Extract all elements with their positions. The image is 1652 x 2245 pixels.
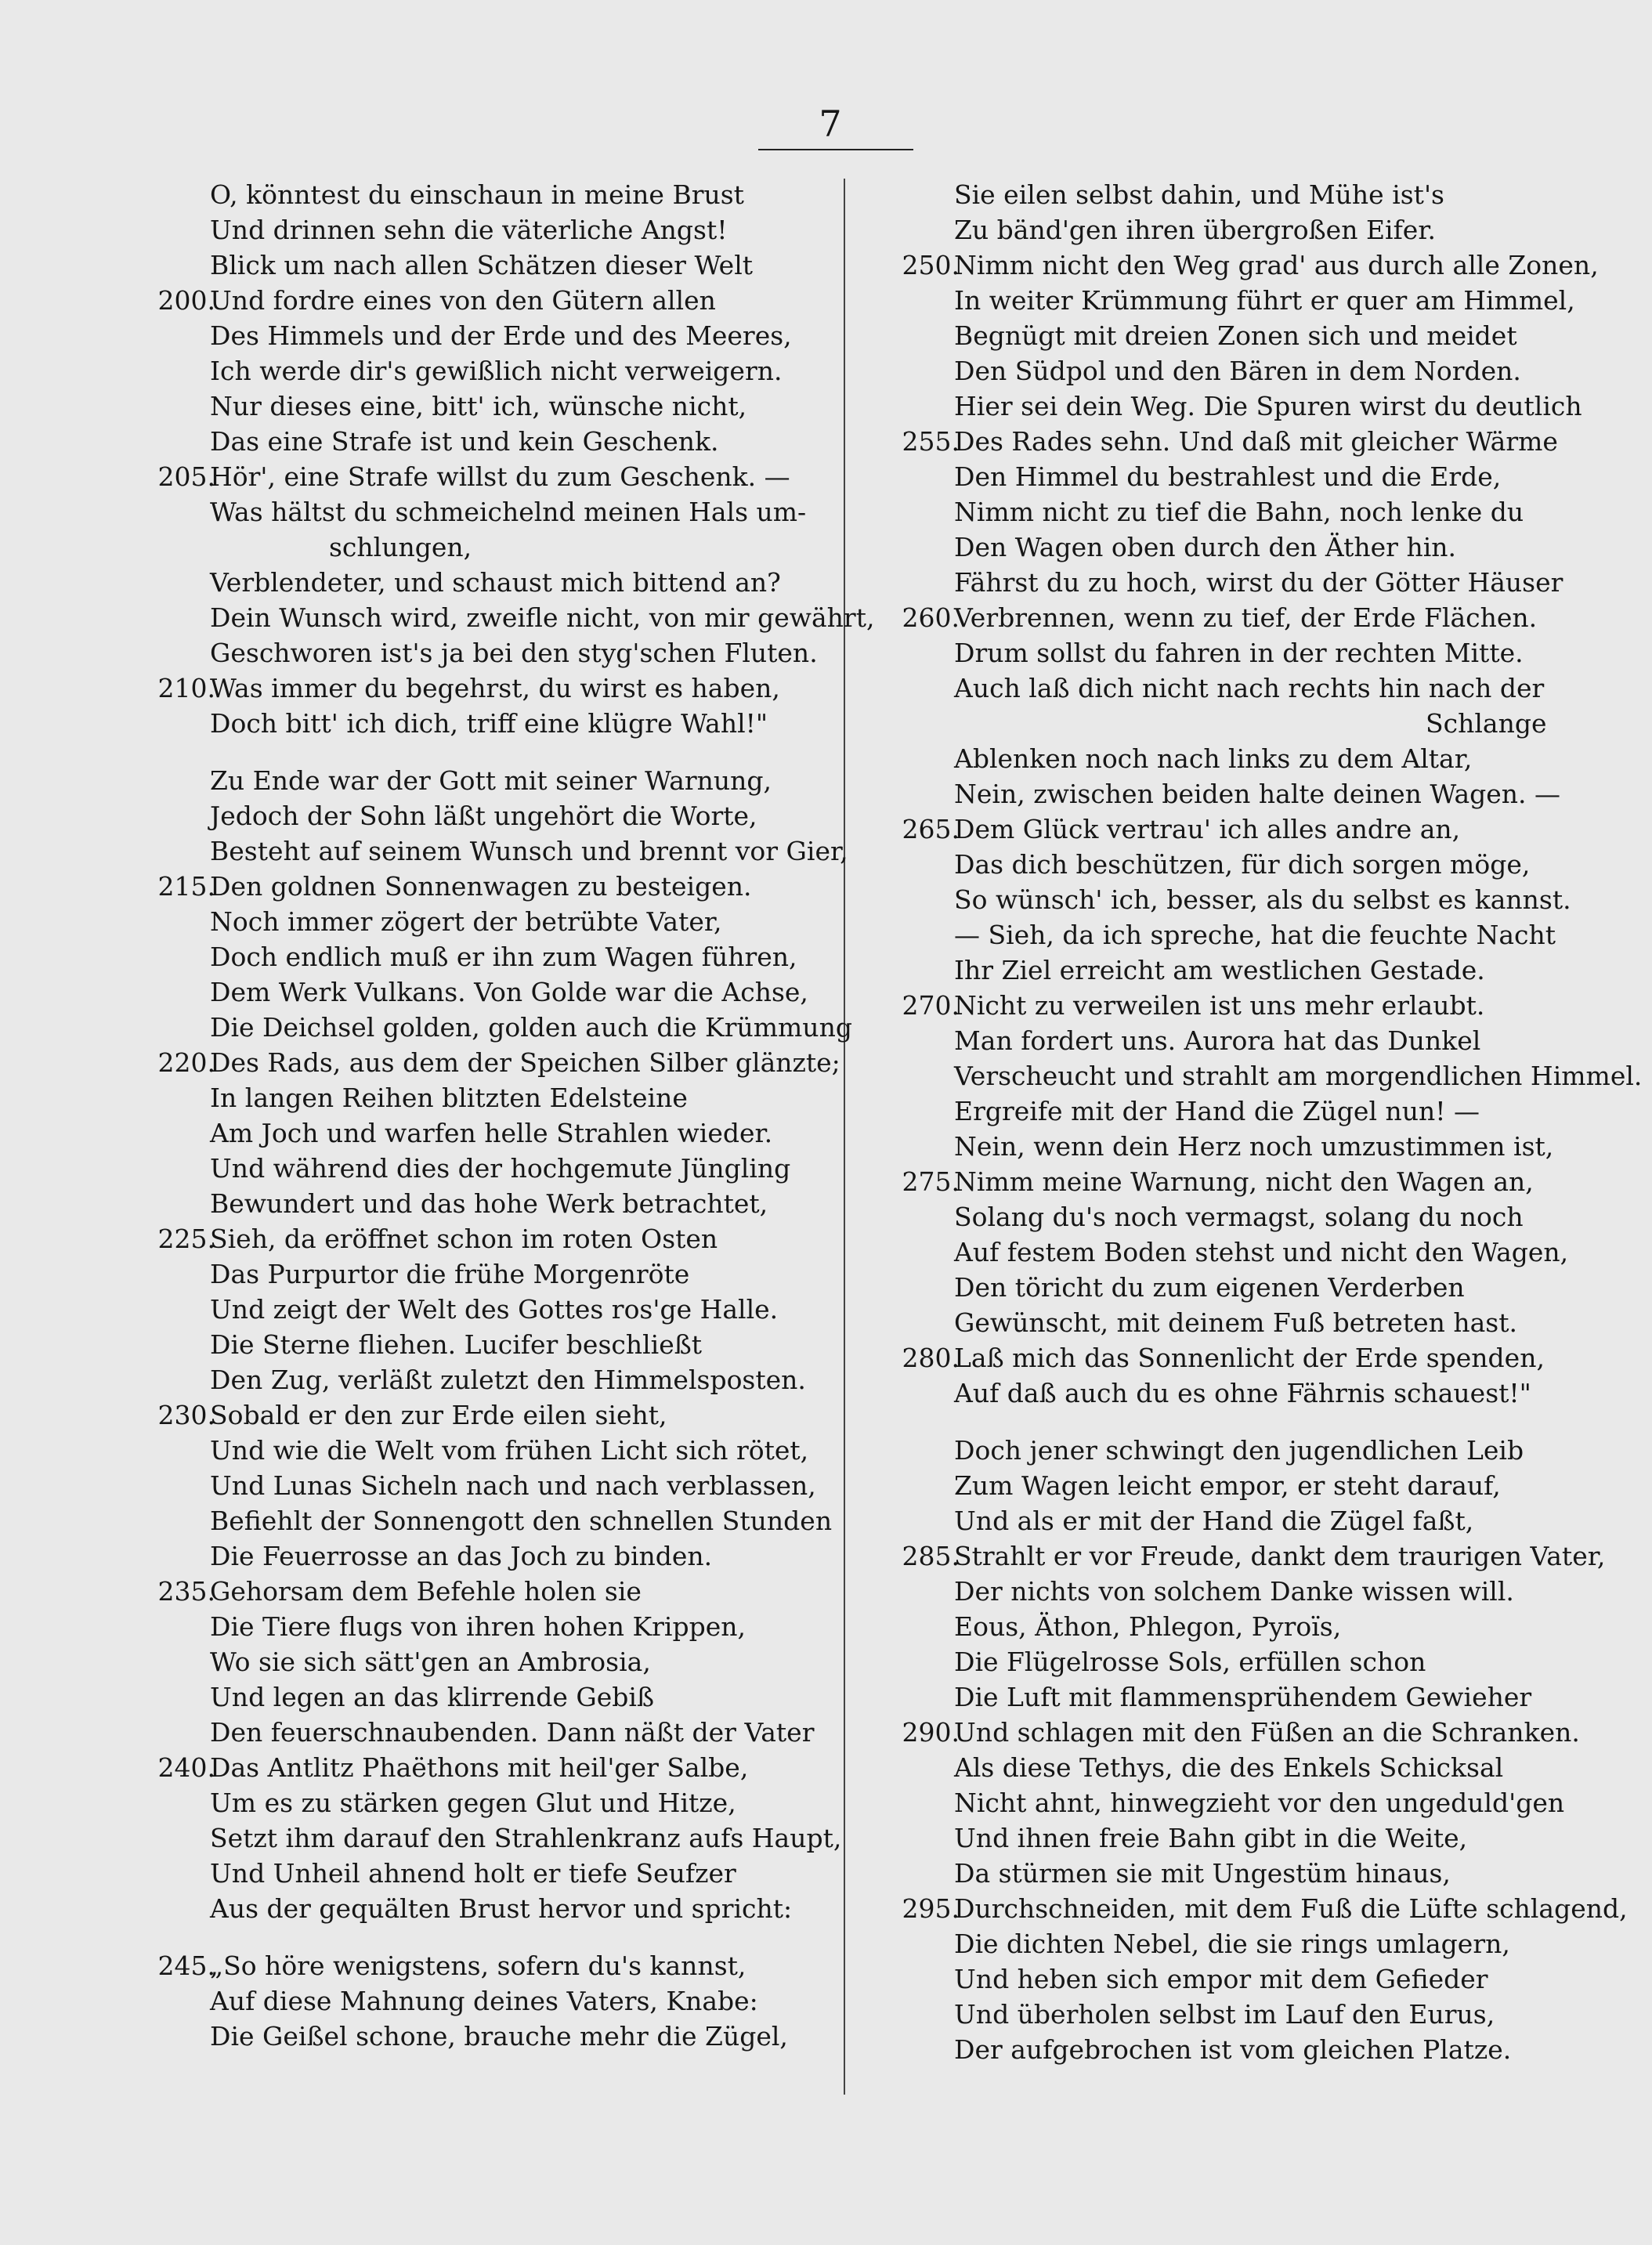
verse-line bbox=[862, 1750, 1551, 1785]
verse-text: Ihr Ziel erreicht am westlichen Gestade. bbox=[954, 955, 1485, 985]
verse-text: Noch immer zögert der betrübte Vater, bbox=[210, 906, 722, 937]
verse-number: 225. bbox=[157, 1224, 215, 1254]
verse-line bbox=[117, 318, 830, 353]
left-column bbox=[117, 177, 875, 2054]
verse-text: Die Geißel schone, brauche mehr die Zügel, bbox=[210, 2021, 788, 2052]
verse-text: Geschworen ist's ja bei den styg'schen Fluten. bbox=[210, 638, 818, 668]
verse-line bbox=[117, 1820, 842, 1856]
verse-text: Den Südpol und den Bären in dem Norden. bbox=[954, 356, 1521, 386]
verse-text: Sie eilen selbst dahin, und Mühe ist's bbox=[954, 179, 1444, 210]
verse-text: Zum Wagen leicht empor, er steht darauf, bbox=[954, 1470, 1501, 1501]
verse-line bbox=[862, 1270, 1551, 1305]
verse-line bbox=[117, 1186, 830, 1221]
verse-line bbox=[117, 494, 830, 530]
verse-line bbox=[117, 1080, 830, 1115]
stanza-gap bbox=[862, 1411, 1551, 1433]
verse-line bbox=[862, 212, 1551, 248]
verse-line bbox=[862, 1199, 1551, 1235]
verse-text: Und während dies der hochgemute Jüngling bbox=[210, 1153, 791, 1184]
verse-text: Nicht ahnt, hinwegzieht vor den ungeduld'gen bbox=[954, 1788, 1565, 1818]
verse-text: Jedoch der Sohn läßt ungehört die Worte, bbox=[210, 801, 757, 831]
verse-line bbox=[117, 565, 830, 600]
verse-line bbox=[862, 1468, 1551, 1503]
verse-text: Bewundert und das hohe Werk betrachtet, bbox=[210, 1188, 768, 1219]
verse-line bbox=[117, 1785, 830, 1820]
verse-text: Die Deichsel golden, golden auch die Krümmung bbox=[210, 1012, 852, 1043]
verse-number: 285. bbox=[902, 1541, 960, 1571]
verse-line bbox=[117, 1256, 830, 1292]
verse-line bbox=[862, 1997, 1551, 2032]
verse-line bbox=[117, 1856, 830, 1891]
verse-line bbox=[862, 1058, 1643, 1094]
verse-text: Das Antlitz Phaëthons mit heil'ger Salbe, bbox=[210, 1752, 749, 1783]
right-column bbox=[862, 177, 1643, 2067]
verse-line bbox=[862, 1644, 1551, 1679]
verse-text: Hör', eine Strafe willst du zum Geschenk. — bbox=[210, 461, 790, 492]
verse-line bbox=[862, 1891, 1628, 1926]
verse-line bbox=[117, 1221, 830, 1256]
verse-text: Auf diese Mahnung deines Vaters, Knabe: bbox=[210, 1986, 758, 2016]
verse-line bbox=[117, 1983, 830, 2019]
verse-text: Verscheucht und strahlt am morgendlichen Himmel. bbox=[954, 1061, 1643, 1091]
verse-text: Ablenken noch nach links zu dem Altar, bbox=[954, 743, 1473, 774]
verse-text: Dem Werk Vulkans. Von Golde war die Achse, bbox=[210, 977, 808, 1007]
verse-text: Und wie die Welt vom frühen Licht sich rötet, bbox=[210, 1435, 809, 1466]
verse-number: 220. bbox=[157, 1047, 215, 1078]
verse-text: Um es zu stärken gegen Glut und Hitze, bbox=[210, 1788, 736, 1818]
verse-line bbox=[117, 1679, 830, 1715]
verse-text: Die dichten Nebel, die sie rings umlagern, bbox=[954, 1929, 1510, 1959]
verse-text: Drum sollst du fahren in der rechten Mitte. bbox=[954, 638, 1524, 668]
header-rule bbox=[758, 149, 913, 150]
verse-text: Ich werde dir's gewißlich nicht verweigern. bbox=[210, 356, 783, 386]
verse-line bbox=[862, 1961, 1551, 1997]
verse-text: Als diese Tethys, die des Enkels Schicksal bbox=[954, 1752, 1504, 1783]
verse-number: 295. bbox=[902, 1893, 960, 1924]
verse-line bbox=[117, 1010, 852, 1045]
verse-text: Man fordert uns. Aurora hat das Dunkel bbox=[954, 1025, 1481, 1056]
verse-text: Und schlagen mit den Füßen an die Schranken. bbox=[954, 1717, 1580, 1748]
verse-number: 290. bbox=[902, 1717, 960, 1748]
verse-number: 275. bbox=[902, 1166, 960, 1197]
verse-text: Die Flügelrosse Sols, erfüllen schon bbox=[954, 1647, 1426, 1677]
verse-line bbox=[862, 565, 1563, 600]
verse-line bbox=[117, 798, 830, 833]
verse-text: Das eine Strafe ist und kein Geschenk. bbox=[210, 426, 719, 457]
verse-line bbox=[117, 1891, 830, 1926]
verse-text: So wünsch' ich, besser, als du selbst es kannst. bbox=[954, 884, 1571, 915]
verse-line bbox=[117, 1503, 833, 1538]
verse-line bbox=[117, 1045, 840, 1080]
verse-text: Doch bitt' ich dich, triff eine klügre Wahl!" bbox=[210, 708, 768, 739]
verse-text: Nimm nicht den Weg grad' aus durch alle Zonen, bbox=[954, 250, 1599, 280]
verse-number: 240. bbox=[157, 1752, 215, 1783]
verse-line bbox=[862, 1538, 1606, 1574]
verse-text: Da stürmen sie mit Ungestüm hinaus, bbox=[954, 1858, 1451, 1889]
stanza-gap bbox=[117, 741, 830, 763]
verse-line bbox=[117, 600, 875, 635]
verse-line bbox=[862, 1574, 1551, 1609]
verse-number: 235. bbox=[157, 1576, 215, 1607]
verse-text: Des Rads, aus dem der Speichen Silber glänzte; bbox=[210, 1047, 840, 1078]
verse-line bbox=[117, 1327, 830, 1362]
verse-text: Nein, zwischen beiden halte deinen Wagen. — bbox=[954, 779, 1561, 809]
verse-line bbox=[117, 974, 830, 1010]
column-divider bbox=[844, 179, 845, 2095]
verse-text: Strahlt er vor Freude, dankt dem traurigen Vater, bbox=[954, 1541, 1606, 1571]
verse-line bbox=[862, 741, 1551, 776]
verse-text: Sieh, da eröffnet schon im roten Osten bbox=[210, 1224, 718, 1254]
verse-text: Schlange bbox=[1426, 708, 1547, 739]
verse-line bbox=[117, 1292, 830, 1327]
verse-line bbox=[862, 1340, 1551, 1376]
verse-line bbox=[862, 1094, 1551, 1129]
verse-number: 280. bbox=[902, 1343, 960, 1373]
verse-text: Auf daß auch du es ohne Fährnis schauest!" bbox=[954, 1378, 1531, 1408]
verse-text: O, könntest du einschaun in meine Brust bbox=[210, 179, 744, 210]
verse-line bbox=[117, 1574, 830, 1609]
verse-text: Begnügt mit dreien Zonen sich und meidet bbox=[954, 320, 1517, 351]
verse-line bbox=[117, 1433, 830, 1468]
verse-line bbox=[862, 1164, 1551, 1199]
verse-text: Verblendeter, und schaust mich bittend an? bbox=[210, 567, 781, 598]
verse-text: Des Himmels und der Erde und des Meeres, bbox=[210, 320, 792, 351]
verse-line bbox=[862, 706, 1551, 741]
verse-text: Den Himmel du bestrahlest und die Erde, bbox=[954, 461, 1502, 492]
verse-text: Und ihnen freie Bahn gibt in die Weite, bbox=[954, 1823, 1468, 1853]
verse-text: Des Rades sehn. Und daß mit gleicher Wärme bbox=[954, 426, 1558, 457]
verse-line bbox=[862, 248, 1599, 283]
verse-text: Und fordre eines von den Gütern allen bbox=[210, 285, 716, 316]
verse-text: Doch endlich muß er ihn zum Wagen führen, bbox=[210, 942, 797, 972]
verse-line bbox=[862, 1926, 1551, 1961]
verse-number: 205. bbox=[157, 461, 215, 492]
verse-line bbox=[862, 459, 1551, 494]
verse-line bbox=[862, 776, 1561, 812]
verse-line bbox=[862, 1503, 1551, 1538]
verse-text: Nimm nicht zu tief die Bahn, noch lenke du bbox=[954, 497, 1524, 527]
verse-line bbox=[862, 353, 1551, 389]
verse-text: Zu bänd'gen ihren übergroßen Eifer. bbox=[954, 215, 1436, 245]
verse-text: Nur dieses eine, bitt' ich, wünsche nicht, bbox=[210, 391, 747, 421]
verse-line bbox=[117, 1644, 830, 1679]
verse-text: Den töricht du zum eigenen Verderben bbox=[954, 1272, 1465, 1303]
verse-line bbox=[862, 812, 1551, 847]
verse-text: Hier sei dein Weg. Die Spuren wirst du deutlich bbox=[954, 391, 1582, 421]
verse-text: Und legen an das klirrende Gebiß bbox=[210, 1682, 654, 1712]
verse-line bbox=[862, 988, 1551, 1023]
verse-text: Gewünscht, mit deinem Fuß betreten hast. bbox=[954, 1307, 1517, 1338]
verse-line bbox=[862, 917, 1556, 953]
verse-text: Wo sie sich sätt'gen an Ambrosia, bbox=[210, 1647, 651, 1677]
verse-text: Und als er mit der Hand die Zügel faßt, bbox=[954, 1506, 1474, 1536]
verse-text: Auch laß dich nicht nach rechts hin nach der bbox=[954, 673, 1545, 703]
verse-line bbox=[862, 1235, 1569, 1270]
verse-line bbox=[862, 600, 1551, 635]
verse-line bbox=[117, 1538, 830, 1574]
verse-line bbox=[862, 318, 1551, 353]
verse-text: Die Feuerrosse an das Joch zu binden. bbox=[210, 1541, 713, 1571]
verse-line bbox=[117, 212, 830, 248]
verse-line bbox=[862, 1305, 1551, 1340]
verse-text: Fährst du zu hoch, wirst du der Götter Häuser bbox=[954, 567, 1563, 598]
verse-text: Den goldnen Sonnenwagen zu besteigen. bbox=[210, 871, 752, 902]
verse-text: Und Lunas Sicheln nach und nach verblassen, bbox=[210, 1470, 816, 1501]
verse-line bbox=[117, 1397, 830, 1433]
verse-text: Und drinnen sehn die väterliche Angst! bbox=[210, 215, 728, 245]
verse-line bbox=[117, 635, 830, 671]
verse-line bbox=[117, 177, 830, 212]
verse-number: 250. bbox=[902, 250, 960, 280]
verse-line bbox=[117, 389, 830, 424]
verse-number: 210. bbox=[157, 673, 215, 703]
verse-line bbox=[862, 882, 1571, 917]
verse-text: Die Luft mit flammensprühendem Gewieher bbox=[954, 1682, 1532, 1712]
verse-line bbox=[862, 389, 1582, 424]
verse-number: 270. bbox=[902, 990, 960, 1021]
verse-line bbox=[862, 953, 1551, 988]
verse-number: 230. bbox=[157, 1400, 215, 1430]
verse-text: Befiehlt der Sonnengott den schnellen Stunden bbox=[210, 1506, 833, 1536]
verse-text: Und heben sich empor mit dem Gefieder bbox=[954, 1964, 1488, 1994]
verse-text: Das dich beschützen, für dich sorgen möge, bbox=[954, 849, 1531, 880]
verse-number: 200. bbox=[157, 285, 215, 316]
verse-line bbox=[862, 1785, 1565, 1820]
verse-line bbox=[117, 248, 830, 283]
verse-line bbox=[862, 283, 1575, 318]
verse-line bbox=[117, 353, 830, 389]
stanza-gap bbox=[117, 1926, 830, 1948]
verse-text: Den feuerschnaubenden. Dann näßt der Vater bbox=[210, 1717, 815, 1748]
verse-text: Ergreife mit der Hand die Zügel nun! — bbox=[954, 1096, 1480, 1126]
verse-text: Dem Glück vertrau' ich alles andre an, bbox=[954, 814, 1461, 844]
verse-line bbox=[862, 2032, 1551, 2067]
verse-text: Nimm meine Warnung, nicht den Wagen an, bbox=[954, 1166, 1534, 1197]
verse-text: Was immer du begehrst, du wirst es haben, bbox=[210, 673, 780, 703]
verse-number: 245. bbox=[157, 1950, 215, 1981]
verse-line bbox=[117, 869, 830, 904]
verse-line bbox=[862, 1856, 1551, 1891]
verse-line bbox=[117, 1362, 830, 1397]
verse-text: In weiter Krümmung führt er quer am Himmel, bbox=[954, 285, 1575, 316]
verse-text: Und zeigt der Welt des Gottes ros'ge Halle. bbox=[210, 1294, 779, 1325]
verse-line bbox=[862, 1820, 1551, 1856]
verse-text: Verbrennen, wenn zu tief, der Erde Flächen. bbox=[954, 602, 1538, 633]
verse-text: Auf festem Boden stehst und nicht den Wagen, bbox=[954, 1237, 1569, 1267]
verse-line bbox=[117, 1715, 830, 1750]
verse-text: Laß mich das Sonnenlicht der Erde spenden, bbox=[954, 1343, 1545, 1373]
verse-line bbox=[862, 494, 1551, 530]
verse-line bbox=[117, 530, 830, 565]
verse-number: 260. bbox=[902, 602, 960, 633]
verse-line bbox=[862, 424, 1558, 459]
verse-text: Solang du's noch vermagst, solang du noch bbox=[954, 1202, 1524, 1232]
verse-text: Besteht auf seinem Wunsch und brennt vor Gier, bbox=[210, 836, 848, 866]
verse-line bbox=[117, 1468, 830, 1503]
verse-line bbox=[862, 177, 1551, 212]
verse-number: 255. bbox=[902, 426, 960, 457]
verse-line bbox=[117, 283, 830, 318]
verse-line bbox=[862, 1376, 1551, 1411]
verse-text: Und überholen selbst im Lauf den Eurus, bbox=[954, 1999, 1495, 2030]
verse-text: Sobald er den zur Erde eilen sieht, bbox=[210, 1400, 667, 1430]
verse-number: 265. bbox=[902, 814, 960, 844]
verse-text: „So höre wenigstens, sofern du's kannst, bbox=[210, 1950, 746, 1981]
verse-line bbox=[862, 1715, 1580, 1750]
verse-line bbox=[862, 671, 1551, 706]
verse-number: 215. bbox=[157, 871, 215, 902]
verse-line bbox=[862, 847, 1551, 882]
verse-line bbox=[862, 1679, 1551, 1715]
verse-text: Nicht zu verweilen ist uns mehr erlaubt. bbox=[954, 990, 1485, 1021]
verse-line bbox=[117, 671, 830, 706]
verse-line bbox=[117, 833, 848, 869]
verse-text: Nein, wenn dein Herz noch umzustimmen ist, bbox=[954, 1131, 1554, 1162]
verse-text: Setzt ihm darauf den Strahlenkranz aufs Haupt, bbox=[210, 1823, 842, 1853]
verse-line bbox=[117, 459, 830, 494]
verse-text: Den Zug, verläßt zuletzt den Himmelsposten. bbox=[210, 1365, 806, 1395]
verse-text: Gehorsam dem Befehle holen sie bbox=[210, 1576, 642, 1607]
verse-text: Am Joch und warfen helle Strahlen wieder. bbox=[210, 1118, 773, 1148]
verse-text: — Sieh, da ich spreche, hat die feuchte Nacht bbox=[954, 920, 1556, 950]
verse-line bbox=[862, 1129, 1554, 1164]
verse-line bbox=[862, 1023, 1551, 1058]
verse-text: Blick um nach allen Schätzen dieser Welt bbox=[210, 250, 754, 280]
verse-line bbox=[117, 1151, 830, 1186]
verse-line bbox=[117, 424, 830, 459]
verse-line bbox=[862, 1609, 1551, 1644]
verse-text: Und Unheil ahnend holt er tiefe Seufzer bbox=[210, 1858, 736, 1889]
verse-text: Das Purpurtor die frühe Morgenröte bbox=[210, 1259, 690, 1289]
verse-line bbox=[117, 904, 830, 939]
verse-line bbox=[862, 635, 1551, 671]
verse-text: Eous, Äthon, Phlegon, Pyroïs, bbox=[954, 1611, 1342, 1642]
verse-line bbox=[117, 1609, 830, 1644]
verse-text: Der nichts von solchem Danke wissen will. bbox=[954, 1576, 1514, 1607]
verse-line bbox=[117, 706, 830, 741]
verse-text: Aus der gequälten Brust hervor und spricht: bbox=[210, 1893, 793, 1924]
verse-text: Die Sterne fliehen. Lucifer beschließt bbox=[210, 1329, 703, 1360]
verse-text: Dein Wunsch wird, zweifle nicht, von mir gewährt, bbox=[210, 602, 875, 633]
verse-text: Was hältst du schmeichelnd meinen Hals um- bbox=[210, 497, 807, 527]
verse-text: In langen Reihen blitzten Edelsteine bbox=[210, 1083, 688, 1113]
verse-text: Der aufgebrochen ist vom gleichen Platze. bbox=[954, 2034, 1512, 2065]
verse-line bbox=[117, 2019, 830, 2054]
verse-line bbox=[117, 939, 830, 974]
verse-text: Zu Ende war der Gott mit seiner Warnung, bbox=[210, 765, 772, 796]
verse-line bbox=[862, 1433, 1551, 1468]
verse-line bbox=[862, 530, 1551, 565]
verse-line bbox=[117, 1750, 830, 1785]
verse-line bbox=[117, 1115, 830, 1151]
verse-text: Doch jener schwingt den jugendlichen Leib bbox=[954, 1435, 1524, 1466]
page-number: 7 bbox=[819, 103, 842, 145]
verse-text: Den Wagen oben durch den Äther hin. bbox=[954, 532, 1457, 562]
verse-text: Durchschneiden, mit dem Fuß die Lüfte schlagend, bbox=[954, 1893, 1628, 1924]
verse-line bbox=[117, 1948, 830, 1983]
verse-text: Die Tiere flugs von ihren hohen Krippen, bbox=[210, 1611, 746, 1642]
verse-line bbox=[117, 763, 830, 798]
verse-text: schlungen, bbox=[329, 532, 472, 562]
